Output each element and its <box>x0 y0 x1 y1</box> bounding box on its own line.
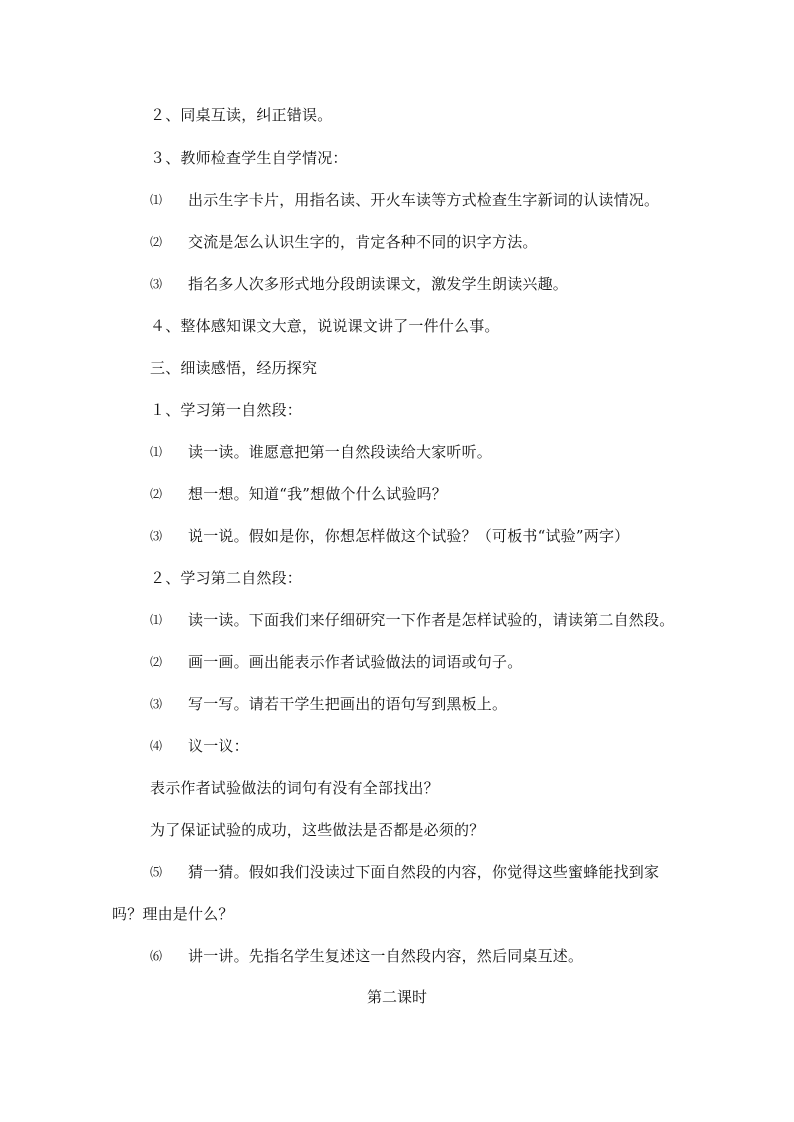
list-item <box>150 946 583 966</box>
paragraph <box>150 105 332 125</box>
list-marker: ⑵ <box>150 487 163 501</box>
list-item <box>150 694 507 714</box>
paragraph-continuation <box>112 904 234 924</box>
list-item <box>150 442 492 462</box>
list-item <box>150 610 674 630</box>
section-heading <box>150 358 317 378</box>
list-item <box>150 484 447 504</box>
list-item-text: 画一画。画出能表示作者试验做法的词语或句子。 <box>188 653 523 671</box>
list-item-text: 讲一讲。先指名学生复述这一自然段内容，然后同桌互述。 <box>188 947 584 965</box>
list-item-text: 交流是怎么认识生字的，肯定各种不同的识字方法。 <box>188 233 538 251</box>
list-item-text: 议一议： <box>188 737 249 755</box>
list-item-text: 出示生字卡片，用指名读、开火车读等方式检查生字新词的认读情况。 <box>188 191 660 209</box>
list-item <box>150 190 659 210</box>
paragraph <box>150 316 500 336</box>
paragraph-text: ２、同桌互读，纠正错误。 <box>150 106 333 124</box>
list-item-text: 写一写。请若干学生把画出的语句写到黑板上。 <box>188 695 508 713</box>
paragraph-text: ４、整体感知课文大意，说说课文讲了一件什么事。 <box>150 317 500 335</box>
paragraph <box>150 820 484 840</box>
list-marker: ⑴ <box>150 445 163 459</box>
paragraph <box>150 568 302 588</box>
list-marker: ⑵ <box>150 655 163 669</box>
list-marker: ⑸ <box>150 865 163 879</box>
list-marker: ⑶ <box>150 277 163 291</box>
list-item <box>150 232 538 252</box>
list-item-text: 读一读。谁愿意把第一自然段读给大家听听。 <box>188 443 493 461</box>
paragraph-text: 吗？理由是什么？ <box>112 905 234 923</box>
list-marker: ⑹ <box>150 949 163 963</box>
paragraph-text: ３、教师检查学生自学情况： <box>150 149 348 167</box>
list-marker: ⑶ <box>150 529 163 543</box>
paragraph-text: １、学习第一自然段： <box>150 401 303 419</box>
paragraph <box>150 400 302 420</box>
list-item <box>150 526 629 546</box>
list-item-text: 猜一猜。假如我们没读过下面自然段的内容，你觉得这些蜜蜂能找到家 <box>188 863 660 881</box>
paragraph-text: 为了保证试验的成功，这些做法是否都是必须的？ <box>150 821 485 839</box>
list-marker: ⑴ <box>150 613 163 627</box>
list-item-text: 读一读。下面我们来仔细研究一下作者是怎样试验的，请读第二自然段。 <box>188 611 675 629</box>
list-item-text: 说一说。假如是你，你想怎样做这个试验？（可板书“试验”两字） <box>188 527 630 545</box>
list-marker: ⑵ <box>150 235 163 249</box>
lesson-heading: 第二课时 <box>366 988 427 1006</box>
paragraph <box>150 778 439 798</box>
list-item <box>150 862 659 882</box>
paragraph-text: ２、学习第二自然段： <box>150 569 303 587</box>
list-item <box>150 274 568 294</box>
list-item-text: 想一想。知道“我”想做个什么试验吗？ <box>188 485 447 503</box>
list-item <box>150 652 522 672</box>
paragraph <box>150 148 348 168</box>
paragraph-text: 表示作者试验做法的词句有没有全部找出？ <box>150 779 439 797</box>
list-marker: ⑴ <box>150 193 163 207</box>
list-marker: ⑷ <box>150 739 163 753</box>
list-item-text: 指名多人次多形式地分段朗读课文，激发学生朗读兴趣。 <box>188 275 569 293</box>
list-marker: ⑶ <box>150 697 163 711</box>
section-heading-text: 三、细读感悟，经历探究 <box>150 359 318 377</box>
list-item <box>150 736 249 756</box>
